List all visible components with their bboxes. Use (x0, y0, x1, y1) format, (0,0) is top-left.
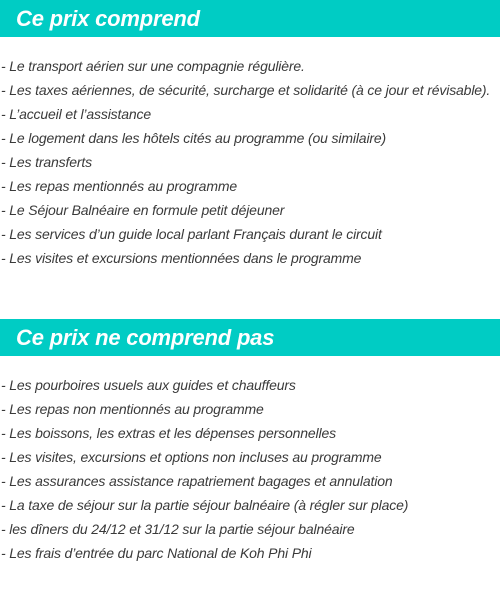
included-item: - Le transport aérien sur une compagnie régulière. (1, 58, 305, 74)
included-item: - Les services d’un guide local parlant Français durant le circuit (1, 226, 382, 242)
excluded-list (0, 373, 500, 565)
excluded-item: - Les boissons, les extras et les dépenses personnelles (1, 425, 336, 441)
included-header (0, 0, 500, 37)
excluded-item: - Les pourboires usuels aux guides et chauffeurs (1, 377, 296, 393)
included-item: - Les taxes aériennes, de sécurité, surcharge et solidarité (à ce jour et révisable). (1, 82, 491, 98)
excluded-item: - Les assurances assistance rapatriement bagages et annulation (1, 473, 393, 489)
excluded-item: - Les repas non mentionnés au programme (1, 401, 264, 417)
included-item: - Le Séjour Balnéaire en formule petit déjeuner (1, 202, 285, 218)
included-item: - Le logement dans les hôtels cités au programme (ou similaire) (1, 130, 387, 146)
excluded-header (0, 319, 500, 356)
included-item: - L’accueil et l’assistance (1, 106, 152, 122)
excluded-title: Ce prix ne comprend pas (16, 324, 275, 350)
included-list (0, 54, 500, 270)
excluded-item: - Les frais d’entrée du parc National de Koh Phi Phi (1, 545, 312, 561)
included-section (0, 0, 500, 270)
excluded-item: - La taxe de séjour sur la partie séjour balnéaire (à régler sur place) (1, 497, 409, 513)
excluded-item: - les dîners du 24/12 et 31/12 sur la partie séjour balnéaire (1, 521, 355, 537)
excluded-section (0, 319, 500, 565)
included-item: - Les repas mentionnés au programme (1, 178, 237, 194)
included-item: - Les transferts (1, 154, 92, 170)
included-item: - Les visites et excursions mentionnées dans le programme (1, 250, 362, 266)
included-title: Ce prix comprend (16, 5, 200, 31)
excluded-item: - Les visites, excursions et options non incluses au programme (1, 449, 382, 465)
